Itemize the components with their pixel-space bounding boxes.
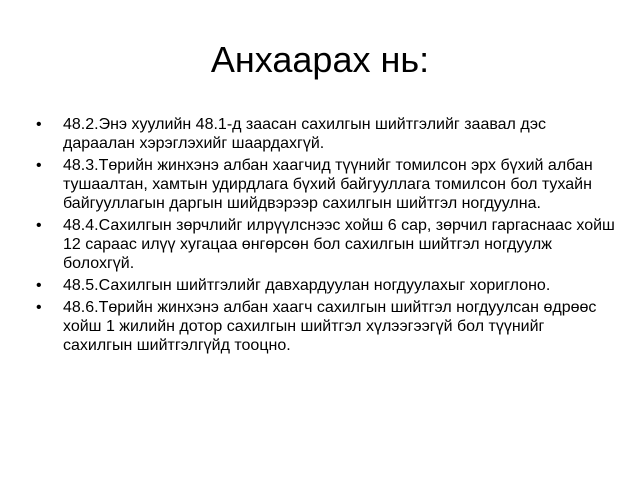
slide-title: Анхаарах нь: [210, 39, 430, 80]
bullet-list [36, 115, 616, 358]
bullet-text: 48.3.Төрийн жинхэнэ албан хаагчид түүнийг томилсон эрх бүхий албан тушаалтан, хамтын удирдлага бүхий байгууллага томилсон бол тухайн байгууллагын даргын шийдвэрээр сахилгын шийтгэл ногдуулна. [63, 157, 593, 212]
bullet-item [36, 115, 616, 153]
bullet-item [36, 216, 616, 273]
bullet-dot-icon: • [36, 217, 42, 234]
bullet-dot-icon: • [36, 277, 42, 294]
bullet-text: 48.6.Төрийн жинхэнэ албан хаагч сахилгын шийтгэл ногдуулсан өдрөөс хойш 1 жилийн дотор сахилгын шийтгэл хүлээгээгүй бол түүнийг сахилгын шийтгэлгүйд тооцно. [63, 299, 597, 354]
bullet-dot-icon: • [36, 116, 42, 133]
bullet-dot-icon: • [36, 157, 42, 174]
bullet-item [36, 156, 616, 213]
bullet-item [36, 276, 616, 295]
bullet-text: 48.2.Энэ хуулийн 48.1-д заасан сахилгын шийтгэлийг заавал дэс дараалан хэрэглэхийг шаардахгүй. [63, 116, 547, 152]
bullet-item [36, 298, 616, 355]
bullet-dot-icon: • [36, 299, 42, 316]
bullet-text: 48.5.Сахилгын шийтгэлийг давхардуулан ногдуулахыг хориглоно. [63, 277, 551, 294]
bullet-text: 48.4.Сахилгын зөрчлийг илрүүлснээс хойш 6 сар, зөрчил гаргаснаас хойш 12 сараас илүү хугацаа өнгөрсөн бол сахилгын шийтгэл ногдуулж болохгүй. [63, 217, 615, 272]
